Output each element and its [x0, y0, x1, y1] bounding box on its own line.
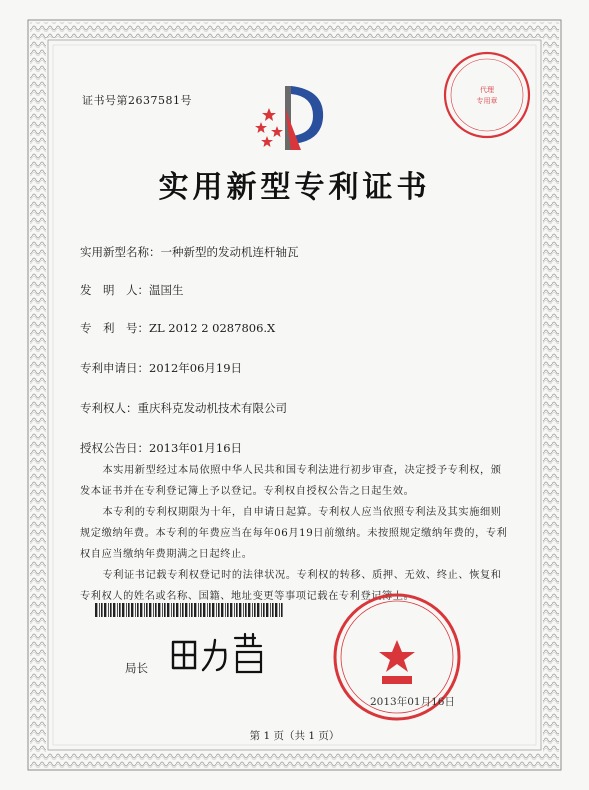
certificate-body [80, 460, 510, 607]
filing-date-label: 专利申请日： [80, 361, 149, 375]
barcode-bar [113, 603, 115, 617]
announcement-date-value: 2013年01月16日 [149, 441, 243, 455]
barcode-bar [203, 603, 205, 617]
patent-number-field [80, 320, 275, 336]
patentee-value: 重庆科克发动机技术有限公司 [137, 401, 287, 415]
page-number: 第 1 页（共 1 页） [249, 730, 340, 742]
filing-date-value: 2012年06月19日 [149, 361, 243, 375]
barcode-bar [207, 603, 208, 617]
barcode-bar [252, 603, 253, 617]
barcode-bar [189, 603, 190, 617]
barcode-bar [176, 603, 178, 617]
announcement-date-label: 授权公告日： [80, 441, 149, 455]
barcode-bar [146, 603, 148, 617]
filing-date-field [80, 360, 242, 376]
announcement-date-field [80, 440, 242, 456]
certificate-title: 实用新型专利证书 [158, 170, 431, 205]
inventor-field [80, 282, 184, 298]
barcode-bar [131, 603, 133, 617]
body-paragraph: 本实用新型经过本局依照中华人民共和国专利法进行初步审查，决定授予专利权，颁发本证书并在专利登记簿上予以登记。专利权自授权公告之日起生效。 [80, 465, 502, 497]
barcode-bar [239, 603, 241, 617]
svg-text:专用章: 专用章 [476, 97, 498, 105]
barcode-bar [99, 603, 100, 617]
barcode-bar [245, 603, 247, 617]
barcode-bar [191, 603, 193, 617]
agency-seal-icon [440, 48, 535, 143]
barcode-bar [200, 603, 202, 617]
barcode-bar [108, 603, 109, 617]
barcode-bar [263, 603, 265, 617]
barcode-bar [180, 603, 181, 617]
barcode-bar [218, 603, 220, 617]
director-signature [165, 628, 275, 678]
barcode-bar [221, 603, 223, 617]
barcode-bar [270, 603, 271, 617]
barcode-bar [104, 603, 106, 617]
patentee-label: 专利权人： [80, 401, 138, 415]
barcode-bar [162, 603, 163, 617]
barcode-bar [216, 603, 217, 617]
barcode-bar [144, 603, 145, 617]
barcode-bar [234, 603, 235, 617]
barcode-bar [281, 603, 283, 617]
barcode-bar [236, 603, 238, 617]
barcode-bar [117, 603, 118, 617]
barcode-bar [171, 603, 172, 617]
barcode-bar [173, 603, 175, 617]
barcode-bar [119, 603, 121, 617]
barcode-bar [126, 603, 127, 617]
barcode-bar [140, 603, 142, 617]
utility-model-name-field [80, 244, 299, 260]
barcode-bar [279, 603, 280, 617]
barcode-bar [95, 603, 97, 617]
barcode-bar [101, 603, 103, 617]
body-paragraph: 本专利的专利权期限为十年，自申请日起算。专利权人应当依照专利法及其实施细则规定缴纳年费。本专利的年费应当在每年06月19日前缴纳。未按照规定缴纳年费的，专利权自应当缴纳年费期满之日起终止。 [80, 507, 508, 560]
barcode-bar [209, 603, 211, 617]
barcode-bar [155, 603, 157, 617]
barcode-bar [254, 603, 256, 617]
barcode-bar [212, 603, 214, 617]
barcode-bar [225, 603, 226, 617]
barcode-bar [272, 603, 274, 617]
certificate-number: 证书号第2637581号 [82, 94, 192, 107]
barcode-bar [137, 603, 139, 617]
director-label: 局长 [125, 661, 148, 675]
barcode-bar [275, 603, 277, 617]
barcode-bar [248, 603, 250, 617]
barcode-bar [135, 603, 136, 617]
barcode-bar [194, 603, 196, 617]
barcode-bar [266, 603, 268, 617]
barcode-bar [110, 603, 112, 617]
patent-number-value: ZL 2012 2 0287806.X [149, 321, 276, 335]
barcode-icon [95, 603, 285, 619]
barcode-bar [167, 603, 169, 617]
svg-text:代理: 代理 [480, 86, 494, 94]
utility-model-name-value: 一种新型的发动机连杆轴瓦 [160, 245, 299, 259]
patentee-field [80, 400, 287, 416]
barcode-bar [198, 603, 199, 617]
barcode-bar [243, 603, 244, 617]
barcode-bar [182, 603, 184, 617]
cnipa-logo-icon [255, 78, 330, 158]
barcode-bar [122, 603, 124, 617]
body-paragraph: 专利证书记载专利权登记时的法律状况。专利权的转移、质押、无效、终止、恢复和专利权人的姓名或名称、国籍、地址变更等事项记载在专利登记簿上。 [80, 570, 502, 602]
inventor-label: 发 明 人： [80, 283, 149, 297]
barcode-bar [164, 603, 166, 617]
inventor-value: 温国生 [149, 283, 184, 297]
barcode-bar [230, 603, 232, 617]
utility-model-name-label: 实用新型名称： [80, 245, 161, 259]
barcode-bar [257, 603, 259, 617]
barcode-bar [128, 603, 130, 617]
issue-date: 2013年01月16日 [370, 696, 455, 708]
barcode-bar [261, 603, 262, 617]
barcode-bar [149, 603, 151, 617]
barcode-bar [158, 603, 160, 617]
barcode-bar [153, 603, 154, 617]
patent-number-label: 专 利 号： [80, 321, 149, 335]
barcode-bar [227, 603, 229, 617]
barcode-bar [185, 603, 187, 617]
